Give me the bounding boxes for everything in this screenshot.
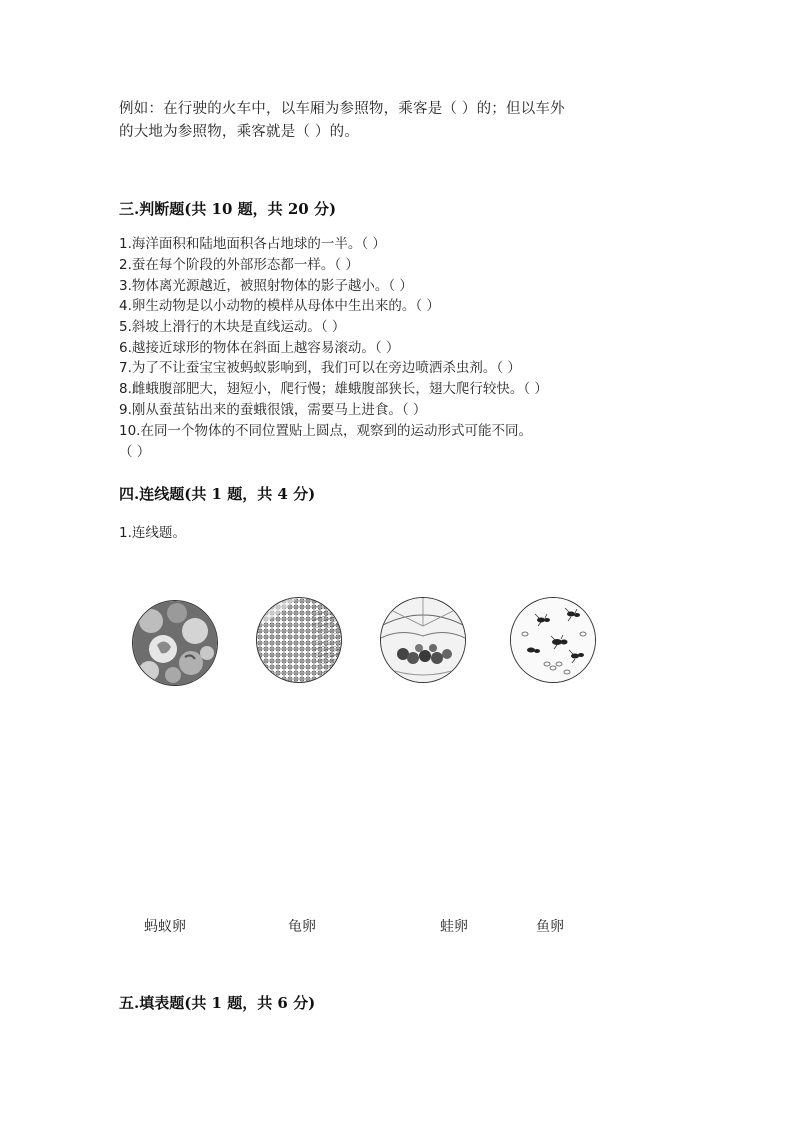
judge-item-1: 1.海洋面积和陆地面积各占地球的一半。（ ）: [119, 236, 386, 252]
judge-item-3: 3.物体离光源越近，被照射物体的影子越小。（ ）: [119, 278, 413, 294]
egg-picture-3: [380, 597, 466, 683]
section3-title: 三.判断题(共 10 题，共 20 分): [119, 200, 337, 218]
judge-item-8: 8.雌蛾腹部肥大，翅短小，爬行慢；雄蛾腹部狭长，翅大爬行较快。（ ）: [119, 381, 548, 397]
section4-title: 四.连线题(共 1 题，共 4 分): [119, 485, 316, 503]
label-turtle-egg: 龟卵: [288, 919, 316, 935]
judge-item-9: 9.刚从蚕茧钻出来的蚕蛾很饿，需要马上进食。（ ）: [119, 402, 427, 418]
judge-item-4: 4.卵生动物是以小动物的模样从母体中生出来的。（ ）: [119, 298, 440, 314]
judge-item-10-blank: （ ）: [119, 444, 151, 460]
egg-picture-1: [132, 600, 218, 686]
judge-item-5: 5.斜坡上滑行的木块是直线运动。（ ）: [119, 319, 346, 335]
label-fish-egg: 鱼卵: [536, 919, 564, 935]
judge-item-2: 2.蚕在每个阶段的外部形态都一样。（ ）: [119, 257, 359, 273]
judge-item-10: 10.在同一个物体的不同位置贴上圆点，观察到的运动形式可能不同。: [119, 423, 532, 439]
intro-line-2: 的大地为参照物，乘客就是（ ）的。: [119, 124, 360, 140]
judge-item-6: 6.越接近球形的物体在斜面上越容易滚动。（ ）: [119, 340, 400, 356]
matching-question: 1.连线题。: [119, 525, 186, 541]
intro-line-1: 例如：在行驶的火车中，以车厢为参照物，乘客是（ ）的；但以车外: [119, 101, 565, 117]
judge-item-7: 7.为了不让蚕宝宝被蚂蚁影响到，我们可以在旁边喷洒杀虫剂。（ ）: [119, 360, 521, 376]
egg-picture-4: [510, 597, 596, 683]
label-ant-egg: 蚂蚁卵: [144, 919, 186, 935]
label-frog-egg: 蛙卵: [440, 919, 468, 935]
egg-picture-2: [256, 597, 342, 683]
section5-title: 五.填表题(共 1 题，共 6 分): [119, 994, 316, 1012]
